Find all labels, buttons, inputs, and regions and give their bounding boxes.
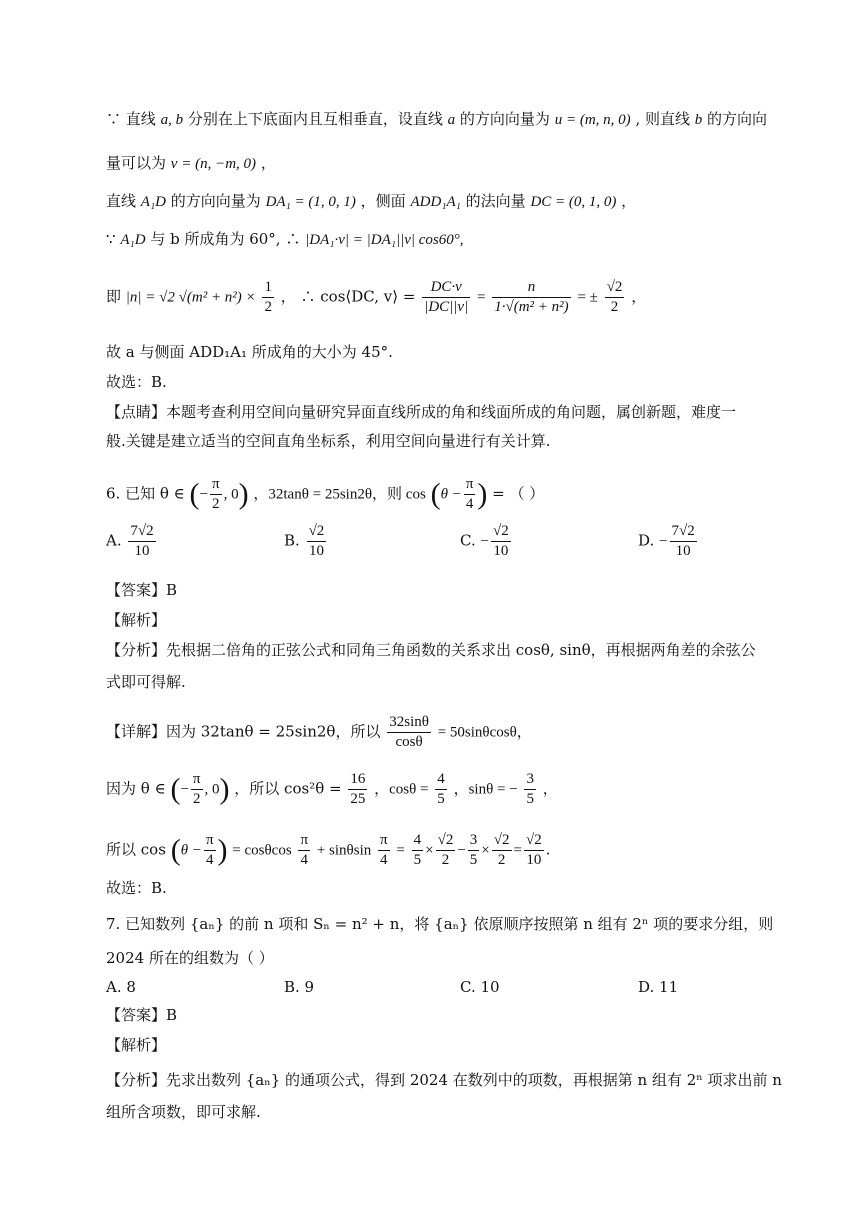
fraction — [436, 831, 456, 870]
text: 量可以为 — [106, 154, 167, 172]
paren-close: ) — [238, 477, 249, 511]
text: 即 — [106, 287, 126, 306]
vector-da1: DA₁ = (1, 0, 1) — [265, 194, 356, 210]
text: = （ ） — [492, 484, 545, 503]
fraction — [492, 278, 570, 317]
theta: θ − — [180, 842, 202, 859]
fraction — [378, 831, 390, 870]
math-a1d: A₁D — [140, 194, 166, 210]
denominator: 5 — [413, 852, 422, 868]
numerator: √2 — [605, 278, 625, 298]
numerator: √2 — [436, 831, 456, 851]
fraction — [412, 831, 424, 870]
denominator: 2 — [441, 852, 450, 868]
fraction — [670, 522, 697, 561]
explanation-label: 【解析】 — [106, 611, 167, 629]
text: ， — [260, 154, 276, 172]
vector-v: v = (n, −m, 0) — [170, 156, 257, 172]
option-a[interactable] — [106, 522, 158, 561]
fraction — [210, 475, 222, 514]
fraction — [348, 770, 367, 809]
denominator: 10 — [675, 543, 691, 559]
text: ，32tanθ = 25sin2θ，则 cos — [253, 486, 426, 503]
text: ∵ 直线 — [106, 110, 156, 128]
text: 分别在上下底面内且互相垂直，设直线 — [187, 110, 448, 128]
numerator: 3 — [524, 770, 536, 790]
numerator: π — [191, 770, 203, 790]
numerator: √2 — [492, 831, 512, 851]
analysis-line-2: 组所含项数，即可求解. — [106, 1103, 261, 1121]
minus: − — [199, 486, 209, 503]
numerator: 7√2 — [670, 522, 697, 542]
denominator: 2 — [497, 852, 506, 868]
solution-line-5 — [106, 278, 646, 317]
solution-line-1 — [106, 109, 767, 130]
text: . — [545, 840, 551, 859]
answer-label: 【答案】B — [106, 581, 178, 599]
text: 的方向向量为 — [459, 110, 550, 128]
analysis-line-1: 【分析】先根据二倍角的正弦公式和同角三角函数的关系求出 cosθ, sinθ，再根据两角差的余弦公 — [106, 641, 756, 659]
numerator: n — [492, 278, 570, 298]
denominator: 5 — [437, 791, 445, 807]
fraction — [464, 475, 476, 514]
detail-line-3 — [106, 831, 550, 870]
denominator: 4 — [465, 496, 474, 512]
option-b[interactable] — [284, 522, 328, 561]
text: 因为 θ ∈ — [106, 779, 166, 798]
solution-line-2 — [106, 153, 276, 174]
math-a1d: A₁D — [120, 232, 146, 248]
fraction — [307, 522, 327, 561]
text: 直线 — [106, 192, 141, 210]
numerator: 1 — [262, 278, 274, 298]
numerator: 7√2 — [128, 522, 155, 542]
paren-close: ) — [477, 477, 488, 511]
equals: = — [477, 289, 486, 306]
text: ， — [631, 287, 647, 306]
denominator: cosθ — [395, 734, 423, 750]
solution-line-6: 故 a 与侧面 ADD₁A₁ 所成角的大小为 45°. — [106, 343, 393, 361]
fraction — [468, 831, 480, 870]
detail-line-1 — [106, 713, 532, 752]
remark-line-2: 般.关键是建立适当的空间直角坐标系，利用空间向量进行有关计算. — [106, 432, 551, 450]
option-c[interactable] — [460, 522, 513, 561]
option-label: C. — [460, 531, 476, 550]
option-c[interactable]: C. 10 — [460, 978, 500, 996]
denominator: 10 — [308, 543, 324, 559]
remark-line-1: 【点睛】本题考查利用空间向量研究异面直线所成的角和线面所成的角问题，属创新题，难度一 — [106, 403, 737, 421]
option-d[interactable]: D. 11 — [638, 978, 679, 996]
denominator: 2 — [264, 299, 272, 315]
denominator: 4 — [205, 852, 214, 868]
numerator: π — [378, 831, 390, 851]
fraction — [491, 522, 511, 561]
answer-label: 【答案】B — [106, 1006, 178, 1024]
math-expression: |n| = √2 √(m² + n²) × — [125, 289, 256, 306]
fraction — [128, 522, 155, 561]
denominator: 10 — [526, 852, 542, 868]
fraction — [204, 831, 216, 870]
text: ，所以 cos²θ = — [234, 779, 342, 798]
times: × — [481, 842, 490, 859]
math-b: b — [694, 112, 703, 128]
text: 【详解】因为 32tanθ = 25sin2θ，所以 — [106, 722, 381, 741]
fraction — [524, 831, 544, 870]
fraction — [435, 770, 447, 809]
numerator: 4 — [435, 770, 447, 790]
numerator: π — [204, 831, 216, 851]
denominator: 2 — [212, 496, 220, 512]
denominator: 10 — [493, 543, 509, 559]
numerator: DC·v — [422, 278, 470, 298]
text: , 则直线 — [635, 110, 695, 128]
fraction — [298, 831, 310, 870]
minus: − — [659, 533, 668, 550]
equals: = — [396, 842, 405, 859]
minus: − — [180, 781, 189, 798]
math-expression: |DA₁·v| = |DA₁||v| cos60°, — [305, 232, 464, 248]
numerator: 4 — [412, 831, 424, 851]
text: 的方向向量为 — [170, 192, 266, 210]
theta: θ − — [440, 486, 462, 503]
option-b[interactable]: B. 9 — [284, 978, 315, 996]
numerator: √2 — [491, 522, 511, 542]
denominator: 1·√(m² + n²) — [494, 299, 569, 315]
text: 所以 cos — [106, 840, 166, 859]
equals: = — [513, 842, 522, 859]
plus-minus: = ± — [577, 289, 598, 306]
text: ，sinθ = − — [453, 781, 518, 798]
text: ， — [542, 779, 558, 798]
vector-dc: DC = (0, 1, 0) — [530, 194, 617, 210]
solution-line-3 — [106, 191, 636, 212]
fraction — [492, 831, 512, 870]
numerator: 32sinθ — [387, 713, 431, 733]
math-add1a1: ADD₁A₁ — [410, 194, 461, 210]
text: 与 b 所成角为 60°, ∴ — [150, 230, 306, 248]
fraction — [191, 770, 203, 809]
denominator: 5 — [469, 852, 478, 868]
text: = 50sinθcosθ， — [437, 724, 532, 741]
denominator: 2 — [192, 791, 201, 807]
vector-u: u = (m, n, 0) — [554, 112, 631, 128]
math-a: a — [447, 112, 456, 128]
option-a[interactable]: A. 8 — [106, 978, 136, 996]
text: = cosθcos — [232, 842, 292, 859]
minus: − — [480, 533, 489, 550]
option-label: A. — [106, 531, 122, 550]
text: + sinθsin — [316, 842, 372, 859]
text: ， ∴ cos⟨DC, v⟩ = — [280, 287, 416, 306]
denominator: 4 — [380, 852, 388, 868]
denominator: |DC||v| — [424, 299, 469, 315]
numerator: √2 — [524, 831, 544, 851]
solution-line-4 — [106, 229, 463, 250]
minus: − — [457, 842, 466, 859]
math-ab: a, b — [160, 112, 184, 128]
question-6-stem — [106, 475, 544, 514]
numerator: π — [298, 831, 310, 851]
text: , 0 — [223, 486, 239, 503]
paren-open: ( — [170, 833, 181, 867]
text: 的法向量 — [465, 192, 531, 210]
numerator: √2 — [307, 522, 327, 542]
numerator: 16 — [348, 770, 367, 790]
fraction — [262, 278, 274, 317]
paren-close: ) — [219, 772, 230, 806]
denominator: 4 — [300, 852, 308, 868]
denominator: 10 — [134, 543, 150, 559]
option-d[interactable] — [638, 522, 699, 561]
text: ， — [621, 192, 637, 210]
numerator: π — [210, 475, 222, 495]
fraction — [524, 770, 536, 809]
selection-line: 故选：B. — [106, 879, 167, 897]
analysis-line-1: 【分析】先求出数列 {aₙ} 的通项公式，得到 2024 在数列中的项数，再根据第 n 组有 2ⁿ 项求出前 n — [106, 1071, 782, 1089]
selection-line: 故选：B. — [106, 373, 167, 391]
explanation-label: 【解析】 — [106, 1036, 167, 1054]
question-7-stem-line-1: 7. 已知数列 {aₙ} 的前 n 项和 Sₙ = n² + n，将 {aₙ} 依原顺序按照第 n 组有 2ⁿ 项的要求分组，则 — [106, 915, 774, 933]
option-label: B. — [284, 531, 300, 550]
detail-line-2 — [106, 770, 558, 809]
fraction — [387, 713, 431, 752]
fraction — [422, 278, 470, 317]
denominator: 2 — [610, 299, 619, 315]
paren-open: ( — [170, 772, 181, 806]
question-7-stem-line-2: 2024 所在的组数为（ ） — [106, 949, 274, 967]
numerator: π — [464, 475, 476, 495]
option-label: D. — [638, 531, 655, 550]
fraction — [605, 278, 625, 317]
numerator: 3 — [468, 831, 480, 851]
paren-open: ( — [189, 477, 200, 511]
text: 6. 已知 θ ∈ — [106, 484, 185, 503]
paren-close: ) — [217, 833, 228, 867]
analysis-line-2: 式即可得解. — [106, 673, 186, 691]
text: , 0 — [204, 781, 220, 798]
denominator: 25 — [350, 791, 366, 807]
text: 的方向向 — [707, 110, 768, 128]
text: ，侧面 — [360, 192, 411, 210]
text: ∵ — [106, 230, 121, 248]
paren-open: ( — [430, 477, 441, 511]
denominator: 5 — [526, 791, 534, 807]
times: × — [425, 842, 434, 859]
text: ，cosθ = — [374, 781, 429, 798]
